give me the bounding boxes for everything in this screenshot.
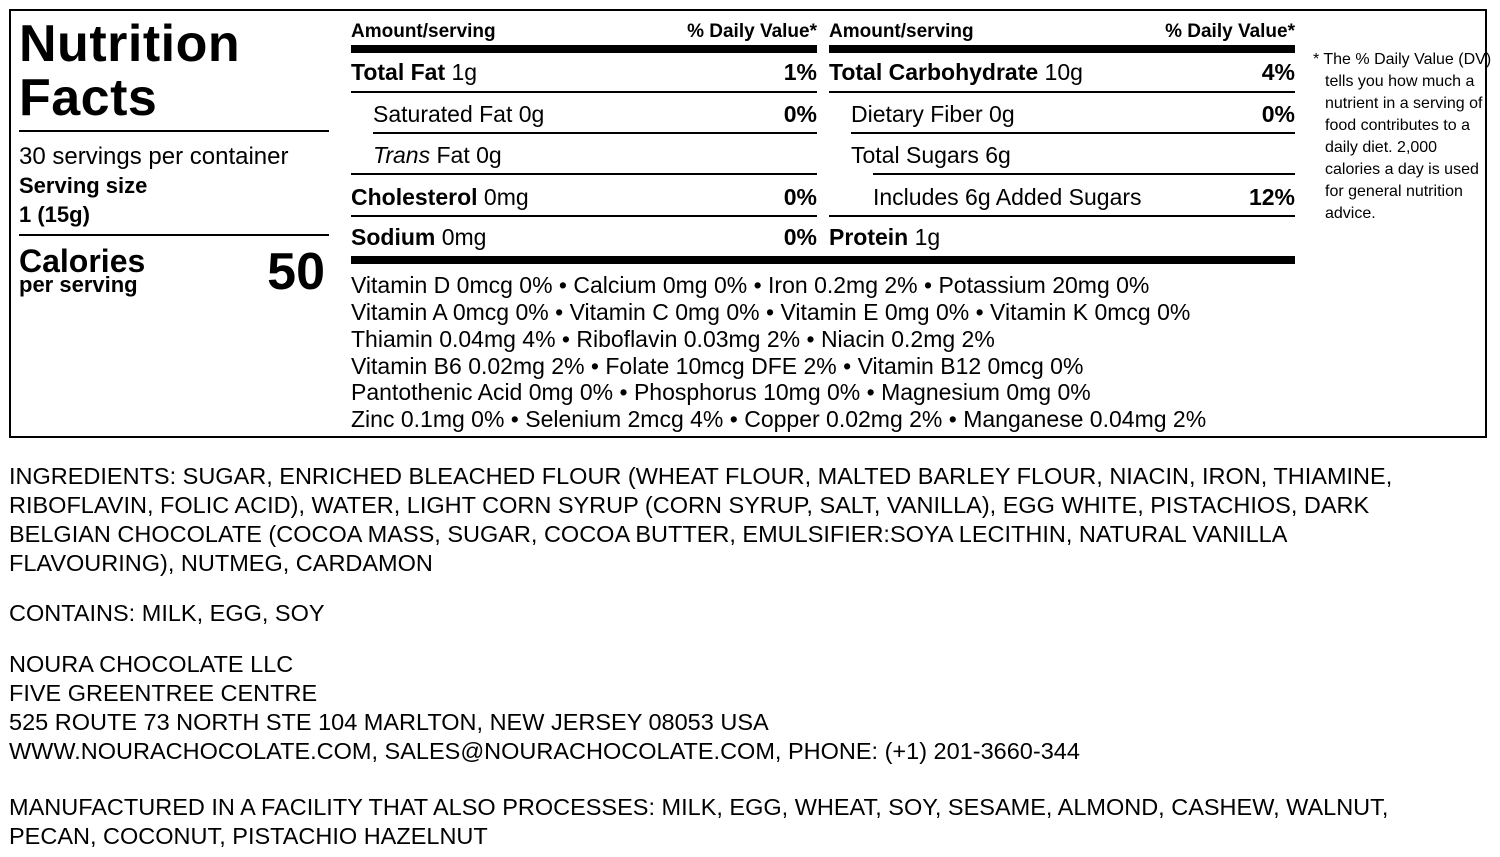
manufacturer-section bbox=[9, 650, 1080, 766]
manufacturer-line: FIVE GREENTREE CENTRE bbox=[9, 680, 318, 706]
nutrient-row-dietary-fiber: Dietary Fiber 0g bbox=[851, 101, 1015, 127]
manufacturer-line: WWW.NOURACHOCOLATE.COM, SALES@NOURACHOCOLATE.COM, PHONE: (+1) 201-3660-344 bbox=[9, 738, 1080, 764]
thick-divider bbox=[351, 45, 817, 53]
daily-value-header: % Daily Value* bbox=[687, 21, 817, 42]
vitamins-line: Vitamin A 0mcg 0% • Vitamin C 0mg 0% • Vitamin E 0mg 0% • Vitamin K 0mcg 0% bbox=[351, 299, 1191, 325]
nutrient-row-total-sugars: Total Sugars 6g bbox=[851, 142, 1011, 168]
nutrient-row-protein: Protein 1g bbox=[829, 224, 941, 250]
manufacturer-line: NOURA CHOCOLATE LLC bbox=[9, 651, 294, 677]
vitamins-line: Vitamin B6 0.02mg 2% • Folate 10mcg DFE 2% • Vitamin B12 0mcg 0% bbox=[351, 353, 1084, 379]
calories-label: Calories bbox=[19, 243, 146, 279]
thick-divider bbox=[829, 45, 1295, 53]
nutrient-row-cholesterol: Cholesterol 0mg bbox=[351, 184, 529, 210]
panel-title bbox=[19, 17, 240, 125]
dv-cholesterol: 0% bbox=[783, 184, 817, 210]
serving-size-label: Serving size bbox=[19, 173, 148, 198]
divider bbox=[873, 173, 1295, 175]
dv-total-fat: 1% bbox=[783, 59, 817, 85]
divider bbox=[351, 91, 817, 93]
vitamins-line: Thiamin 0.04mg 4% • Riboflavin 0.03mg 2% • Niacin 0.2mg 2% bbox=[351, 326, 995, 352]
serving-size-value: 1 (15g) bbox=[19, 202, 90, 227]
vitamins-line: Vitamin D 0mcg 0% • Calcium 0mg 0% • Iron 0.2mg 2% • Potassium 20mg 0% bbox=[351, 272, 1150, 298]
dv-added-sugars: 12% bbox=[1248, 184, 1295, 210]
divider bbox=[351, 173, 817, 175]
nutrient-row-added-sugars: Includes 6g Added Sugars bbox=[873, 184, 1142, 210]
facility-statement bbox=[9, 793, 1388, 851]
facility-line: MANUFACTURED IN A FACILITY THAT ALSO PROCESSES: MILK, EGG, WHEAT, SOY, SESAME, ALMOND, CASHEW, WALNUT, bbox=[9, 794, 1389, 820]
nutrient-row-total-fat: Total Fat 1g bbox=[351, 59, 478, 85]
ingredients-line: INGREDIENTS: SUGAR, ENRICHED BLEACHED FLOUR (WHEAT FLOUR, MALTED BARLEY FLOUR, NIACIN, IRON, THIAMINE, bbox=[9, 463, 1393, 489]
servings-per-container: 30 servings per container bbox=[19, 143, 289, 170]
ingredients-section bbox=[9, 462, 1392, 578]
nutrient-row-saturated-fat: Saturated Fat 0g bbox=[373, 101, 545, 127]
facility-line: PECAN, COCONUT, PISTACHIO HAZELNUT bbox=[9, 823, 488, 849]
vitamins-line: Zinc 0.1mg 0% • Selenium 2mcg 4% • Copper 0.02mg 2% • Manganese 0.04mg 2% bbox=[351, 406, 1207, 432]
nutrient-row-total-carbohydrate: Total Carbohydrate 10g bbox=[829, 59, 1083, 85]
divider bbox=[829, 215, 1295, 217]
amount-per-serving-header: Amount/serving bbox=[351, 21, 496, 42]
divider bbox=[373, 132, 817, 134]
nutrition-facts-panel bbox=[9, 9, 1492, 438]
dv-sodium: 0% bbox=[783, 224, 817, 250]
divider bbox=[19, 234, 329, 236]
nutrient-row-sodium: Sodium 0mg bbox=[351, 224, 487, 250]
dv-total-carbohydrate: 4% bbox=[1261, 59, 1295, 85]
ingredients-line: RIBOFLAVIN, FOLIC ACID), WATER, LIGHT CORN SYRUP (CORN SYRUP, SALT, VANILLA), EGG WHITE, PISTACHIOS, DARK bbox=[9, 492, 1370, 518]
ingredients-line: BELGIAN CHOCOLATE (COCOA MASS, SUGAR, COCOA BUTTER, EMULSIFIER:SOYA LECITHIN, NATURAL VANILLA bbox=[9, 521, 1288, 547]
divider bbox=[829, 91, 1295, 93]
daily-value-header: % Daily Value* bbox=[1165, 21, 1295, 42]
ingredients-line: FLAVOURING), NUTMEG, CARDAMON bbox=[9, 550, 433, 576]
calories-per-serving-label: per serving bbox=[19, 272, 138, 297]
dv-dietary-fiber: 0% bbox=[1261, 101, 1295, 127]
calories-value: 50 bbox=[267, 243, 325, 301]
divider bbox=[351, 215, 817, 217]
amount-per-serving-header: Amount/serving bbox=[829, 21, 974, 42]
divider bbox=[851, 132, 1295, 134]
manufacturer-line: 525 ROUTE 73 NORTH STE 104 MARLTON, NEW JERSEY 08053 USA bbox=[9, 709, 769, 735]
daily-value-footnote: * The % Daily Value (DV) tells you how much a nutrient in a serving of food contributes to a daily diet. 2,000 calories a day is used for general nutrition advice. bbox=[1313, 51, 1492, 222]
dv-saturated-fat: 0% bbox=[783, 101, 817, 127]
allergen-contains: CONTAINS: MILK, EGG, SOY bbox=[9, 600, 325, 626]
vitamins-line: Pantothenic Acid 0mg 0% • Phosphorus 10mg 0% • Magnesium 0mg 0% bbox=[351, 379, 1091, 405]
nutrient-row-trans-fat: Trans Fat 0g bbox=[373, 142, 502, 168]
title-line-2: Facts bbox=[19, 69, 158, 127]
divider bbox=[19, 130, 329, 132]
title-line-1: Nutrition bbox=[19, 15, 241, 73]
thick-divider bbox=[351, 256, 1295, 264]
